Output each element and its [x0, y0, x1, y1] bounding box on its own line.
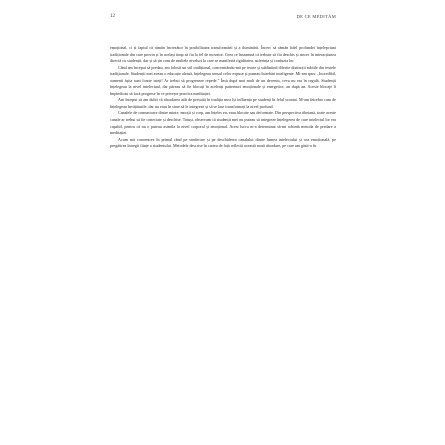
paragraph: emoțional, ci și faptul că rămân încrezător în posibilitatea transformării și a iluminării. Încerc să rămân fidel profundei înțelepciuni tradiționale din care provin și în același timp să fiu la fel de inovator. Ceea ce înseamnă că trebuie să fiu deschis și sincer în interacțiunea directă cu studenții, dar și să țin cont de multele niveluri la care se manifestă rigiditatea, suferința și confuzia lor.	[110, 45, 336, 64]
paragraph: Am început să am dubii că abordarea atât de prețuită în tradiția mea își influența pe studenți în felul scontat. M-am întrebat cum de înțelegeau învățăturile, dar nu erau în stare să le integreze și să se lase transformați la nivel profund.	[110, 97, 336, 109]
paragraph: Când am început să predau, am folosit un stil tradițional, concentrându-mă pe teorie și subliniind diferite distincții subtile din textele tradiționale. Studenții mei aveau o educație aleasă, înțelegeau sensul celor expuse și puneau întrebări inteligente. Mi-am spus: „Incredibil, oamenii ăștia sunt foarte isteți! Ar trebui să progreseze repede.” Însă după mai mult de un deceniu, ceva nu era în regulă. Studenții înțelegeau la nivel intelectual, dar păreau să fie blocați în aceleași patternuri emoționale și energetice, an după an. Aceste blocaje îi împiedicau să facă progrese în ce privește practica meditației.	[110, 64, 336, 96]
page-number: 12	[110, 14, 115, 19]
paragraph: Canalele de comunicare dintre minte, emoții și corp, am înțeles eu, erau blocate sau deformate. Din perspectiva tibetană, toate aceste canale ar trebui să fie conectate și deschise. Totuși, observam că studenții mei nu puteau să integreze înțelegerea de care intelectul lor era capabil, pentru că nu o puteau asimila la nivel corporal și emoțional. Acest lucru m-a determinat să-mi schimb metoda de predare a meditației.	[110, 110, 336, 136]
running-head	[110, 12, 336, 22]
running-head-title: DE CE MEDITĂM	[296, 14, 336, 19]
body-text	[110, 45, 336, 150]
paragraph: Acum mă concentrez în primul rând pe vindecare și pe deschiderea canalului dintre lumea intelectului și cea emoțională, pe pregătirea întregii ființe a studentului. Metodele descrise în cartea de față reflectă această nouă abordare, pe care am găsit-o în	[110, 136, 336, 149]
